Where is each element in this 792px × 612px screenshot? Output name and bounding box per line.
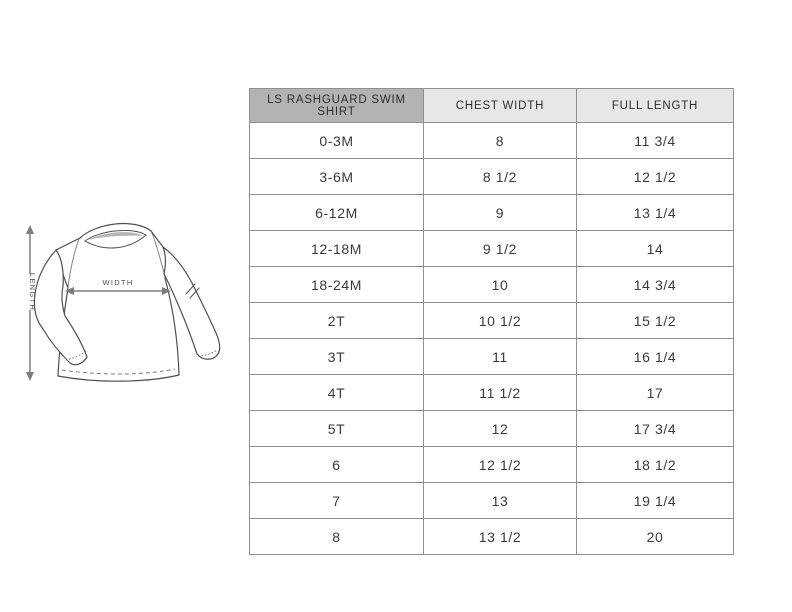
full-length-cell: 15 1/2 — [577, 303, 734, 339]
size-cell: 6 — [250, 447, 424, 483]
column-header-chest-width: CHEST WIDTH — [424, 89, 577, 123]
size-cell: 7 — [250, 483, 424, 519]
size-cell: 6-12M — [250, 195, 424, 231]
size-table-header — [250, 89, 734, 123]
table-row — [250, 159, 734, 195]
chest-width-cell: 11 1/2 — [424, 375, 577, 411]
size-cell: 3-6M — [250, 159, 424, 195]
header-row — [250, 89, 734, 123]
table-row — [250, 267, 734, 303]
table-row — [250, 375, 734, 411]
table-row — [250, 447, 734, 483]
full-length-cell: 12 1/2 — [577, 159, 734, 195]
full-length-cell: 14 3/4 — [577, 267, 734, 303]
table-row — [250, 195, 734, 231]
shirt-diagram-svg — [12, 210, 240, 395]
full-length-cell: 18 1/2 — [577, 447, 734, 483]
full-length-cell: 16 1/4 — [577, 339, 734, 375]
length-arrow — [26, 225, 37, 381]
full-length-cell: 17 — [577, 375, 734, 411]
table-row — [250, 483, 734, 519]
column-header-full-length: FULL LENGTH — [577, 89, 734, 123]
chest-width-cell: 13 — [424, 483, 577, 519]
width-label: WIDTH — [102, 278, 134, 287]
shirt-diagram — [12, 210, 240, 395]
size-cell: 18-24M — [250, 267, 424, 303]
chest-width-cell: 8 1/2 — [424, 159, 577, 195]
full-length-cell: 19 1/4 — [577, 483, 734, 519]
size-chart-table — [249, 88, 734, 555]
table-row — [250, 519, 734, 555]
size-cell: 0-3M — [250, 123, 424, 159]
size-cell: 8 — [250, 519, 424, 555]
chest-width-cell: 11 — [424, 339, 577, 375]
size-cell: 2T — [250, 303, 424, 339]
chest-width-cell: 10 — [424, 267, 577, 303]
column-header-product: LS RASHGUARD SWIM SHIRT — [250, 89, 424, 123]
chest-width-cell: 13 1/2 — [424, 519, 577, 555]
chest-width-cell: 12 1/2 — [424, 447, 577, 483]
table-row — [250, 339, 734, 375]
length-label: LENGTH — [28, 272, 37, 312]
full-length-cell: 11 3/4 — [577, 123, 734, 159]
full-length-cell: 13 1/4 — [577, 195, 734, 231]
size-cell: 3T — [250, 339, 424, 375]
full-length-cell: 20 — [577, 519, 734, 555]
table-row — [250, 123, 734, 159]
table-row — [250, 231, 734, 267]
chest-width-cell: 12 — [424, 411, 577, 447]
full-length-cell: 14 — [577, 231, 734, 267]
chest-width-cell: 9 1/2 — [424, 231, 577, 267]
chest-width-cell: 10 1/2 — [424, 303, 577, 339]
size-cell: 12-18M — [250, 231, 424, 267]
chest-width-cell: 9 — [424, 195, 577, 231]
full-length-cell: 17 3/4 — [577, 411, 734, 447]
chest-width-cell: 8 — [424, 123, 577, 159]
table-row — [250, 303, 734, 339]
size-table-body — [250, 123, 734, 555]
table-row — [250, 411, 734, 447]
size-cell: 4T — [250, 375, 424, 411]
size-cell: 5T — [250, 411, 424, 447]
